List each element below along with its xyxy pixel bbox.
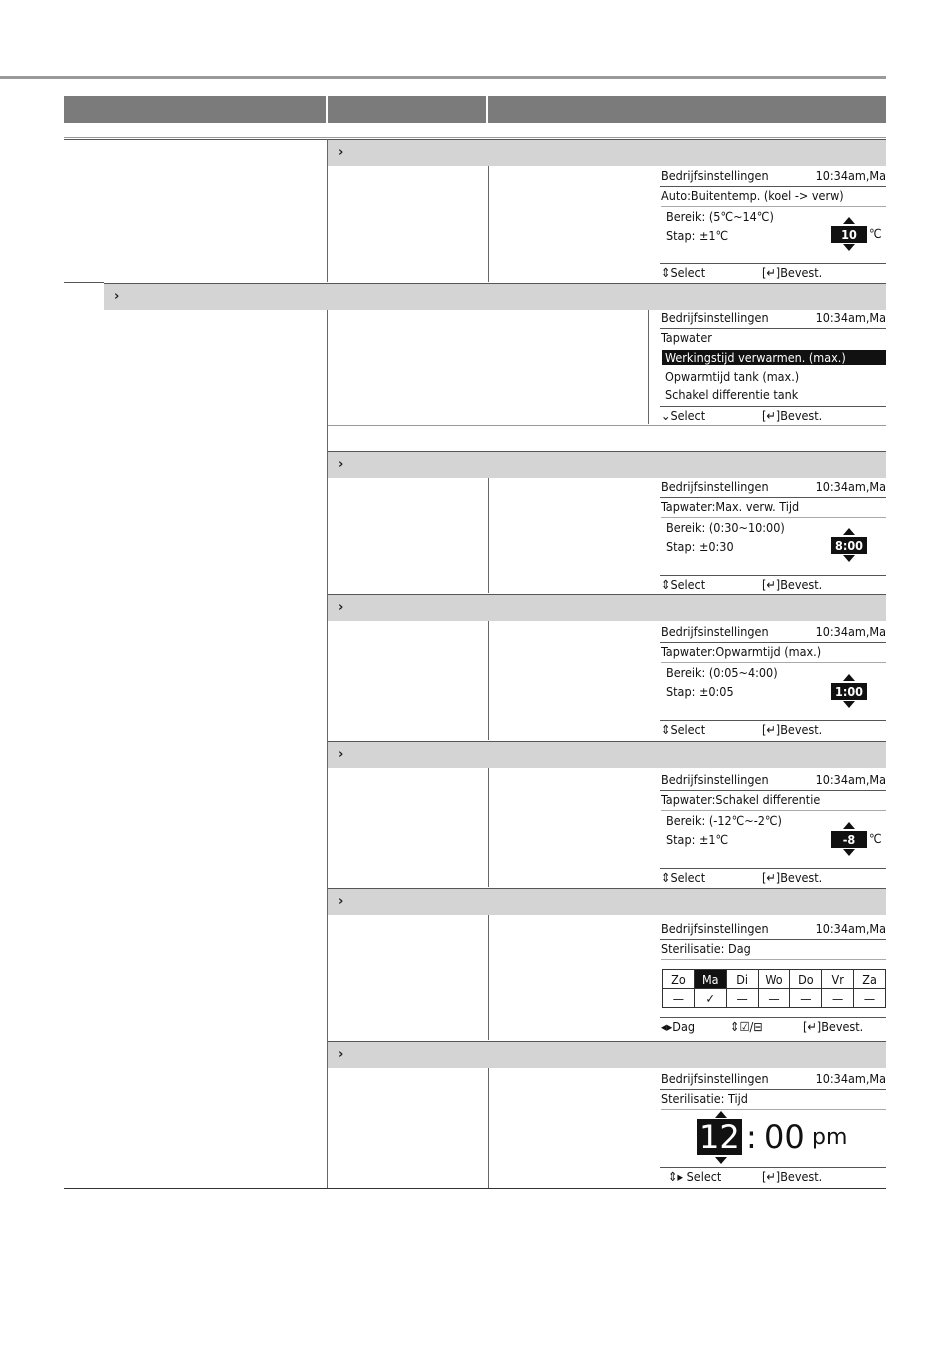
lcd-subtitle: Auto:Buitentemp. (koel -> verw) bbox=[661, 188, 844, 203]
lcd-subtitle: Tapwater:Max. verw. Tijd bbox=[661, 499, 800, 514]
day-mark: — bbox=[726, 989, 758, 1008]
lcd-foot-day: Dag bbox=[672, 1019, 695, 1034]
arrow-down-icon bbox=[843, 244, 855, 251]
section-band bbox=[328, 1041, 886, 1068]
bottom-rule bbox=[64, 1188, 886, 1189]
col-line bbox=[488, 620, 489, 740]
day-mark: — bbox=[854, 989, 886, 1008]
section-band bbox=[104, 283, 886, 310]
section-band bbox=[328, 741, 886, 768]
arrow-down-icon bbox=[715, 1157, 727, 1164]
minute-value[interactable]: 00 bbox=[764, 1118, 805, 1156]
lcd-range: Bereik: (5℃~14℃) bbox=[666, 209, 774, 224]
day-cell[interactable]: Za bbox=[854, 970, 886, 989]
chevron-right-icon: › bbox=[338, 457, 344, 472]
lcd-title: Bedrijfsinstellingen bbox=[661, 168, 769, 183]
lcd-time: 10:34am,Ma bbox=[815, 1071, 886, 1086]
chevron-right-icon: › bbox=[338, 747, 344, 762]
lcd-step: Stap: ±0:30 bbox=[666, 539, 734, 554]
col-line bbox=[488, 767, 489, 887]
lcd-unit: ℃ bbox=[869, 831, 882, 846]
lcd-range: Bereik: (0:30~10:00) bbox=[666, 520, 785, 535]
lcd-foot-confirm: [↵]Bevest. bbox=[762, 722, 823, 737]
lcd-title: Bedrijfsinstellingen bbox=[661, 479, 769, 494]
lcd-screen-sterilisation-time: Bedrijfsinstellingen 10:34am,Ma Sterilisatie: Tijd 12 : 00 pm ⇕▸ Select [↵]Bevest. bbox=[661, 1071, 886, 1184]
lcd-screen-outdoor-temp: Bedrijfsinstellingen 10:34am,Ma Auto:Buitentemp. (koel -> verw) Bereik: (5℃~14℃) Stap: ±1℃ 10 ℃ ⇕Select [↵]Bevest. bbox=[661, 168, 886, 280]
lcd-foot-confirm: [↵]Bevest. bbox=[762, 408, 823, 423]
section-band bbox=[328, 888, 886, 915]
day-cell[interactable]: Zo bbox=[663, 970, 695, 989]
divider bbox=[328, 425, 886, 426]
lcd-unit: ℃ bbox=[869, 226, 882, 241]
lcd-foot-select: Select bbox=[686, 1169, 722, 1184]
day-cell[interactable]: Wo bbox=[758, 970, 790, 989]
lcd-foot-confirm: [↵]Bevest. bbox=[762, 265, 823, 280]
arrow-down-icon bbox=[843, 701, 855, 708]
arrow-up-icon bbox=[843, 822, 855, 829]
lcd-subtitle: Sterilisatie: Dag bbox=[661, 941, 751, 956]
chevron-right-icon: › bbox=[338, 145, 344, 160]
lcd-title: Bedrijfsinstellingen bbox=[661, 624, 769, 639]
header-col-1 bbox=[64, 96, 326, 123]
lcd-subtitle: Tapwater:Schakel differentie bbox=[661, 792, 821, 807]
chevron-right-icon: › bbox=[338, 1047, 344, 1062]
ampm-value[interactable]: pm bbox=[812, 1125, 848, 1150]
lcd-step: Stap: ±1℃ bbox=[666, 832, 729, 847]
day-mark: — bbox=[790, 989, 822, 1008]
top-rule bbox=[0, 76, 886, 79]
lcd-screen-switch-differential: Bedrijfsinstellingen 10:34am,Ma Tapwater:Schakel differentie Bereik: (-12℃~-2℃) Stap: ±1℃ -8 ℃ ⇕Select [↵]Bevest. bbox=[661, 772, 886, 885]
lcd-screen-sterilisation-day: Bedrijfsinstellingen 10:34am,Ma Sterilisatie: Dag Zo Ma Di Wo Do Vr Za — ✓ — — — — — ◂▸Dag ⇕☑/⊟ [↵]Bevest. bbox=[661, 921, 886, 1034]
section-band bbox=[328, 451, 886, 478]
lcd-foot-select: Select bbox=[670, 577, 706, 592]
section-band bbox=[328, 139, 886, 166]
lcd-time: 10:34am,Ma bbox=[815, 310, 886, 325]
col-line bbox=[648, 309, 649, 424]
check-icon: ✓ bbox=[694, 989, 726, 1008]
lcd-title: Bedrijfsinstellingen bbox=[661, 1071, 769, 1086]
chevron-right-icon: › bbox=[114, 289, 120, 304]
divider bbox=[64, 137, 886, 138]
arrow-up-icon bbox=[843, 217, 855, 224]
lcd-menu-item-selected[interactable]: Werkingstijd verwarmen. (max.) bbox=[662, 350, 886, 365]
lcd-screen-max-heat-time: Bedrijfsinstellingen 10:34am,Ma Tapwater:Max. verw. Tijd Bereik: (0:30~10:00) Stap: ±0:30 8:00 ⇕Select [↵]Bevest. bbox=[661, 479, 886, 592]
lcd-subtitle: Tapwater:Opwarmtijd (max.) bbox=[661, 644, 822, 659]
lcd-subtitle: Tapwater bbox=[661, 330, 712, 345]
day-mark: — bbox=[663, 989, 695, 1008]
lcd-menu-item[interactable]: Opwarmtijd tank (max.) bbox=[665, 369, 800, 384]
day-cell-selected[interactable]: Ma bbox=[694, 970, 726, 989]
lcd-time: 10:34am,Ma bbox=[815, 168, 886, 183]
lcd-value: 1:00 bbox=[831, 683, 867, 700]
day-cell[interactable]: Do bbox=[790, 970, 822, 989]
lcd-screen-tank-heat-time: Bedrijfsinstellingen 10:34am,Ma Tapwater:Opwarmtijd (max.) Bereik: (0:05~4:00) Stap: ±0:05 1:00 ⇕Select [↵]Bevest. bbox=[661, 624, 886, 737]
lcd-menu-item[interactable]: Schakel differentie tank bbox=[665, 387, 799, 402]
lcd-time: 10:34am,Ma bbox=[815, 624, 886, 639]
day-mark: — bbox=[758, 989, 790, 1008]
chevron-right-icon: › bbox=[338, 894, 344, 909]
lcd-range: Bereik: (0:05~4:00) bbox=[666, 665, 778, 680]
lcd-foot-select: Select bbox=[670, 870, 706, 885]
lcd-foot-confirm: [↵]Bevest. bbox=[803, 1019, 864, 1034]
lcd-foot-select: Select bbox=[670, 722, 706, 737]
col-line bbox=[488, 1067, 489, 1188]
lcd-foot-confirm: [↵]Bevest. bbox=[762, 577, 823, 592]
lcd-step: Stap: ±0:05 bbox=[666, 684, 734, 699]
day-cell[interactable]: Vr bbox=[822, 970, 854, 989]
header-col-3 bbox=[488, 96, 886, 123]
arrow-up-icon bbox=[715, 1111, 727, 1118]
divider bbox=[64, 139, 327, 140]
lcd-title: Bedrijfsinstellingen bbox=[661, 310, 769, 325]
col-line bbox=[488, 914, 489, 1040]
lcd-time: 10:34am,Ma bbox=[815, 479, 886, 494]
chevron-right-icon: › bbox=[338, 600, 344, 615]
arrow-down-icon bbox=[843, 555, 855, 562]
lcd-foot-select: Select bbox=[670, 265, 706, 280]
col-line bbox=[488, 166, 489, 282]
lcd-range: Bereik: (-12℃~-2℃) bbox=[666, 813, 782, 828]
day-cell[interactable]: Di bbox=[726, 970, 758, 989]
header-col-2 bbox=[328, 96, 486, 123]
day-table bbox=[662, 969, 886, 1008]
lcd-time: 10:34am,Ma bbox=[815, 772, 886, 787]
hour-value[interactable]: 12 bbox=[699, 1118, 740, 1156]
lcd-value: 8:00 bbox=[831, 537, 867, 554]
time-separator: : bbox=[746, 1118, 757, 1156]
arrow-down-icon bbox=[843, 849, 855, 856]
lcd-foot-confirm: [↵]Bevest. bbox=[762, 870, 823, 885]
lcd-foot-select: Select bbox=[670, 408, 706, 423]
lcd-subtitle: Sterilisatie: Tijd bbox=[661, 1091, 748, 1106]
day-mark: — bbox=[822, 989, 854, 1008]
col-line bbox=[488, 477, 489, 593]
lcd-title: Bedrijfsinstellingen bbox=[661, 921, 769, 936]
lcd-screen-tapwater-menu: Bedrijfsinstellingen 10:34am,Ma Tapwater Werkingstijd verwarmen. (max.) Opwarmtijd tank (max.) Schakel differentie tank ⌄Select [↵]Bevest. bbox=[661, 310, 886, 423]
arrow-up-icon bbox=[843, 674, 855, 681]
lcd-step: Stap: ±1℃ bbox=[666, 228, 729, 243]
lcd-value: -8 bbox=[831, 831, 867, 848]
lcd-time: 10:34am,Ma bbox=[815, 921, 886, 936]
lcd-value: 10 bbox=[831, 226, 867, 243]
arrow-up-icon bbox=[843, 528, 855, 535]
lcd-title: Bedrijfsinstellingen bbox=[661, 772, 769, 787]
section-band bbox=[328, 594, 886, 621]
lcd-foot-confirm: [↵]Bevest. bbox=[762, 1169, 823, 1184]
lcd-foot-toggle: ☑/⊟ bbox=[739, 1019, 763, 1034]
divider bbox=[64, 282, 104, 283]
